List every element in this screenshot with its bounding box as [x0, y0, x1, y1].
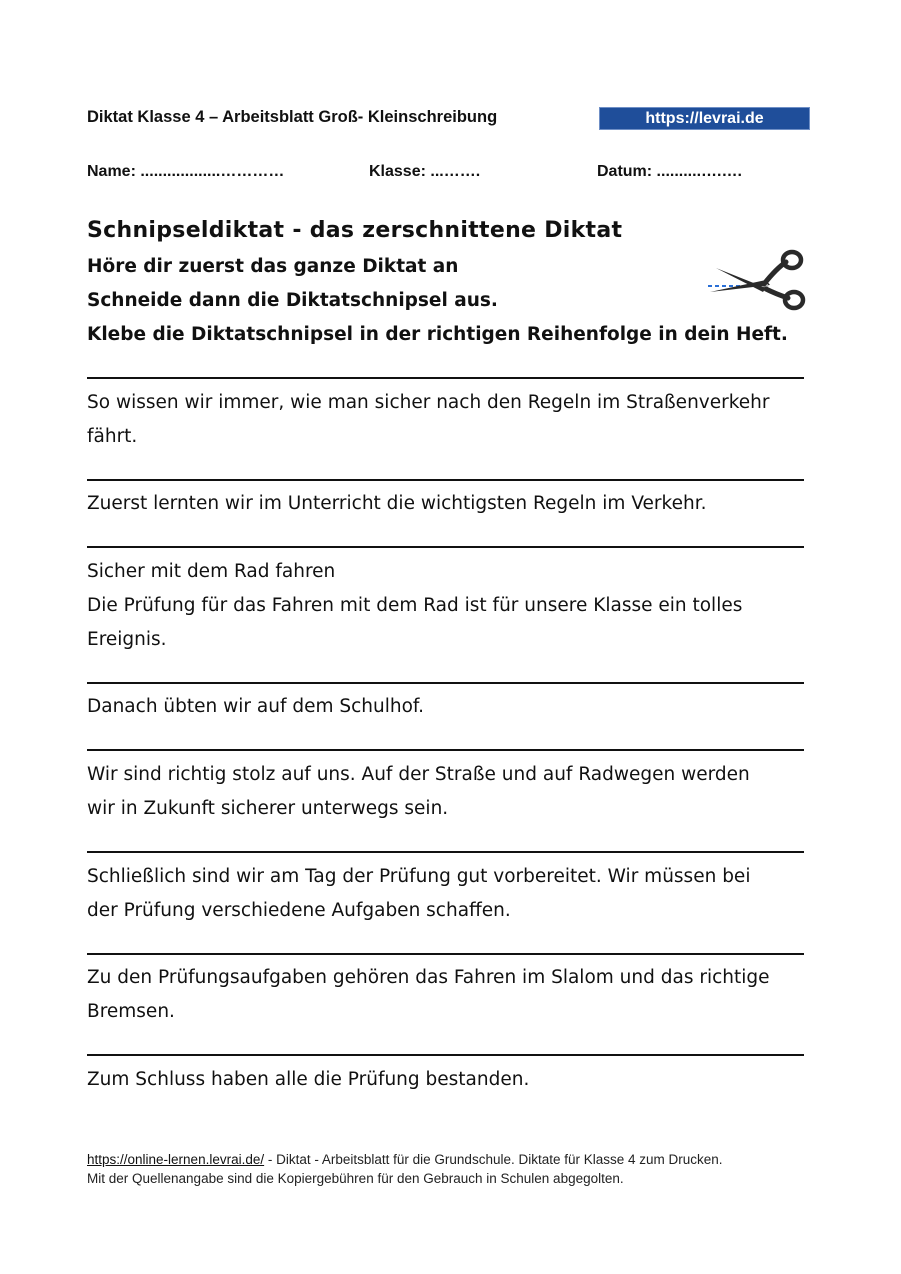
cut-line	[87, 749, 804, 751]
worksheet-header-title: Diktat Klasse 4 – Arbeitsblatt Groß- Kleinschreibung	[87, 108, 498, 126]
snippet-line: Wir sind richtig stolz auf uns. Auf der Straße und auf Radwegen werden	[87, 764, 750, 785]
snippet-3	[87, 555, 812, 657]
footer-line-1	[87, 1150, 827, 1169]
cut-line	[87, 851, 804, 853]
instruction-3: Klebe die Diktatschnipsel in der richtigen Reihenfolge in dein Heft.	[87, 324, 788, 345]
snippet-line: Schließlich sind wir am Tag der Prüfung gut vorbereitet. Wir müssen bei	[87, 866, 751, 887]
snippet-7	[87, 961, 812, 1029]
cut-line	[87, 377, 804, 379]
snippet-line: Zum Schluss haben alle die Prüfung bestanden.	[87, 1069, 530, 1090]
snippet-8	[87, 1063, 812, 1097]
cut-line	[87, 1054, 804, 1056]
footer-line-2: Mit der Quellenangabe sind die Kopiergebühren für den Gebrauch in Schulen abgegolten.	[87, 1171, 624, 1186]
cut-line	[87, 479, 804, 481]
snippet-line: wir in Zukunft sicherer unterwegs sein.	[87, 798, 449, 819]
snippet-1	[87, 386, 812, 454]
date-field: Datum: ..........….….	[597, 163, 742, 180]
footer-text: - Diktat - Arbeitsblatt für die Grundschule. Diktate für Klasse 4 zum Drucken.	[264, 1152, 723, 1167]
snippet-line: der Prüfung verschiedene Aufgaben schaffen.	[87, 900, 511, 921]
footer	[87, 1150, 827, 1188]
snippet-line: So wissen wir immer, wie man sicher nach den Regeln im Straßenverkehr	[87, 392, 770, 413]
instruction-2: Schneide dann die Diktatschnipsel aus.	[87, 290, 498, 311]
name-field: Name: ..................…………	[87, 163, 285, 180]
cut-line	[87, 682, 804, 684]
footer-link[interactable]: https://online-lernen.levrai.de/	[87, 1152, 265, 1167]
snippet-line: fährt.	[87, 426, 138, 447]
instruction-1: Höre dir zuerst das ganze Diktat an	[87, 256, 459, 277]
snippet-2	[87, 487, 812, 521]
snippet-line: Bremsen.	[87, 1001, 175, 1022]
snippet-line: Zu den Prüfungsaufgaben gehören das Fahren im Slalom und das richtige	[87, 967, 770, 988]
site-badge[interactable]: https://levrai.de	[599, 107, 810, 130]
snippet-4	[87, 690, 812, 724]
worksheet-title: Schnipseldiktat - das zerschnittene Diktat	[87, 218, 623, 243]
snippet-line: Sicher mit dem Rad fahren	[87, 561, 336, 582]
snippet-5	[87, 758, 812, 826]
scissors-icon	[706, 248, 806, 314]
snippet-6	[87, 860, 812, 928]
snippet-line: Zuerst lernten wir im Unterricht die wichtigsten Regeln im Verkehr.	[87, 493, 707, 514]
snippet-line: Ereignis.	[87, 629, 167, 650]
class-field: Klasse: ...…….	[369, 163, 481, 180]
snippet-line: Die Prüfung für das Fahren mit dem Rad ist für unsere Klasse ein tolles	[87, 595, 743, 616]
cut-line	[87, 953, 804, 955]
snippet-line: Danach übten wir auf dem Schulhof.	[87, 696, 424, 717]
cut-line	[87, 546, 804, 548]
